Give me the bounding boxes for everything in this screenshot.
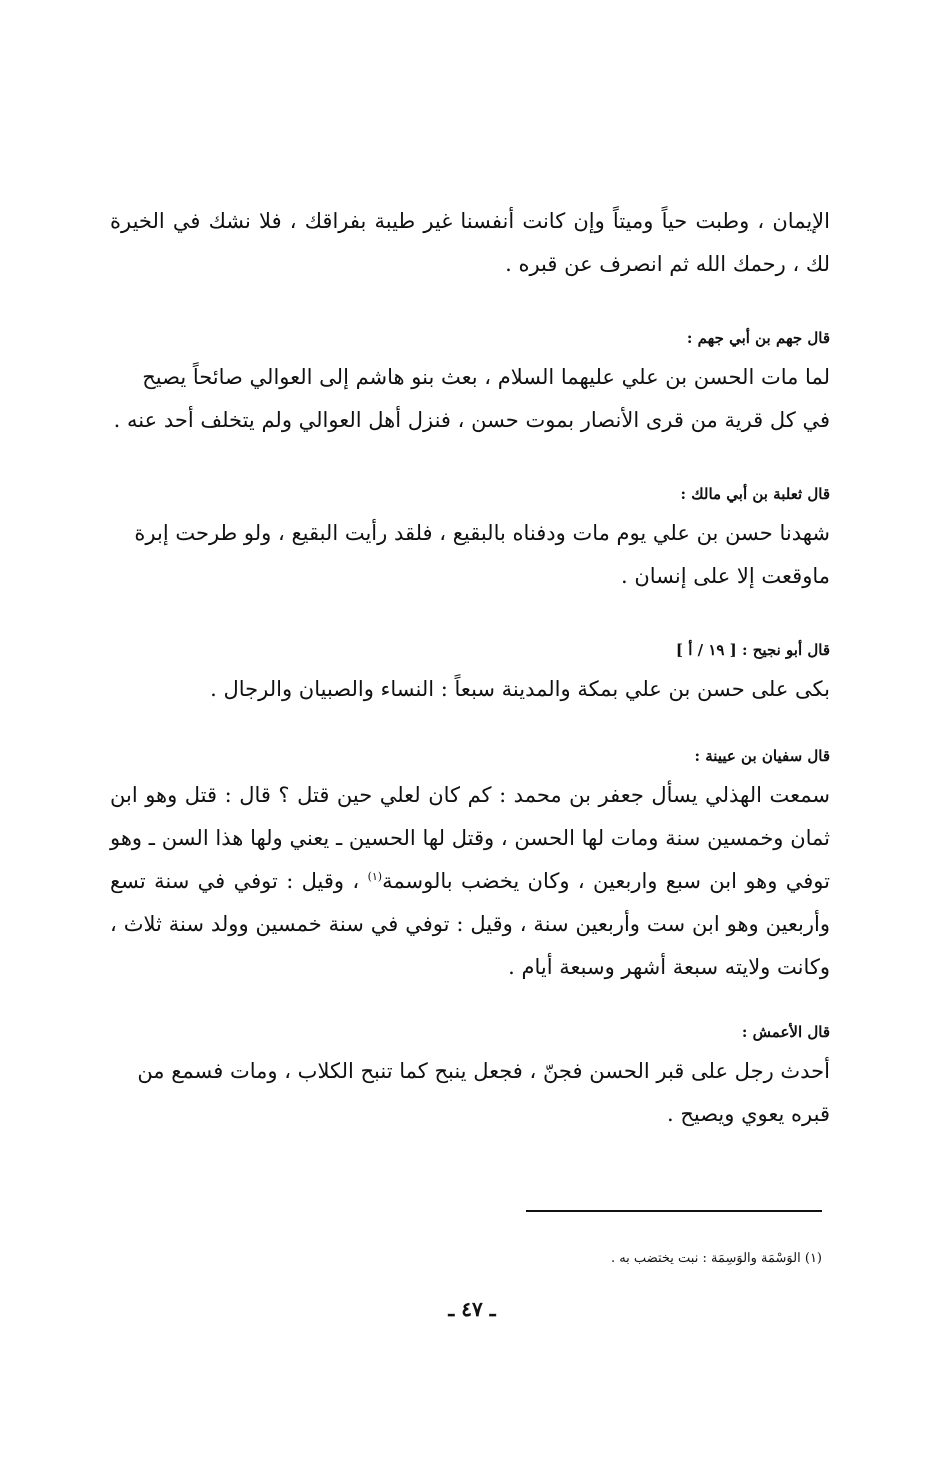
intro-paragraph-block [110, 200, 830, 286]
narration-text-part-2: ، وقيل : توفي في سنة تسع وأربعين وهو ابن ست وأربعين سنة ، وقيل : توفي في سنة خمسين وولد سنة ثلاث ، وكانت ولايته سبعة أشهر وسبعة أيام . [110, 869, 830, 979]
narration-jahm [110, 326, 830, 442]
narration-text: بكى على حسن بن علي بمكة والمدينة سبعاً : النساء والصبيان والرجال . [210, 677, 830, 701]
narration-text: أحدث رجل على قبر الحسن فجنّ ، فجعل ينبح كما تنبح الكلاب ، ومات فسمع من قبره يعوي ويصيح . [137, 1059, 830, 1126]
narration-sufyan [110, 744, 830, 989]
narration-abu-najih [110, 638, 830, 711]
narrator-heading: قال ثعلبة بن أبي مالك : [680, 485, 830, 503]
narration-amash [110, 1020, 830, 1136]
narrator-heading: قال جهم بن أبي جهم : [686, 329, 830, 347]
page-number: ـ ٤٧ ـ [448, 1297, 496, 1321]
intro-paragraph: الإيمان ، وطبت حياً وميتاً وإن كانت أنفسنا غير طيبة بفراقك ، فلا نشك في الخيرة لك ، رحمك الله ثم انصرف عن قبره . [110, 209, 830, 276]
narration-text [110, 774, 830, 989]
narrator-heading: قال أبو نجيح : [ ١٩ / أ ] [675, 641, 830, 659]
narrator-heading: قال الأعمش : [741, 1023, 830, 1041]
narration-text: شهدنا حسن بن علي يوم مات ودفناه بالبقيع ، فلقد رأيت البقيع ، ولو طرحت إبرة ماوقعت إلا على إنسان . [134, 521, 830, 588]
narration-text-part-1: سمعت الهذلي يسأل جعفر بن محمد : كم كان لعلي حين قتل ؟ قال : قتل وهو ابن ثمان وخمسين سنة ومات لها الحسن ، وقتل لها الحسين ـ يعني ولها هذا السن ـ وهو توفي وهو ابن سبع واربعين ، وكان يخضب بالوسمة [110, 783, 830, 893]
narration-thalaba [110, 482, 830, 598]
narration-text: لما مات الحسن بن علي عليهما السلام ، بعث بنو هاشم إلى العوالي صائحاً يصيح في كل قرية من قرى الأنصار بموت حسن ، فنزل أهل العوالي ولم يتخلف أحد عنه . [113, 365, 830, 432]
footnote-reference: (١) [367, 870, 383, 883]
footnote-divider [526, 1210, 822, 1212]
narrator-heading: قال سفيان بن عيينة : [694, 747, 830, 765]
footnote-text: (١) الوَسْمَة والوَسِمَة : نبت يختضب به . [610, 1251, 822, 1266]
